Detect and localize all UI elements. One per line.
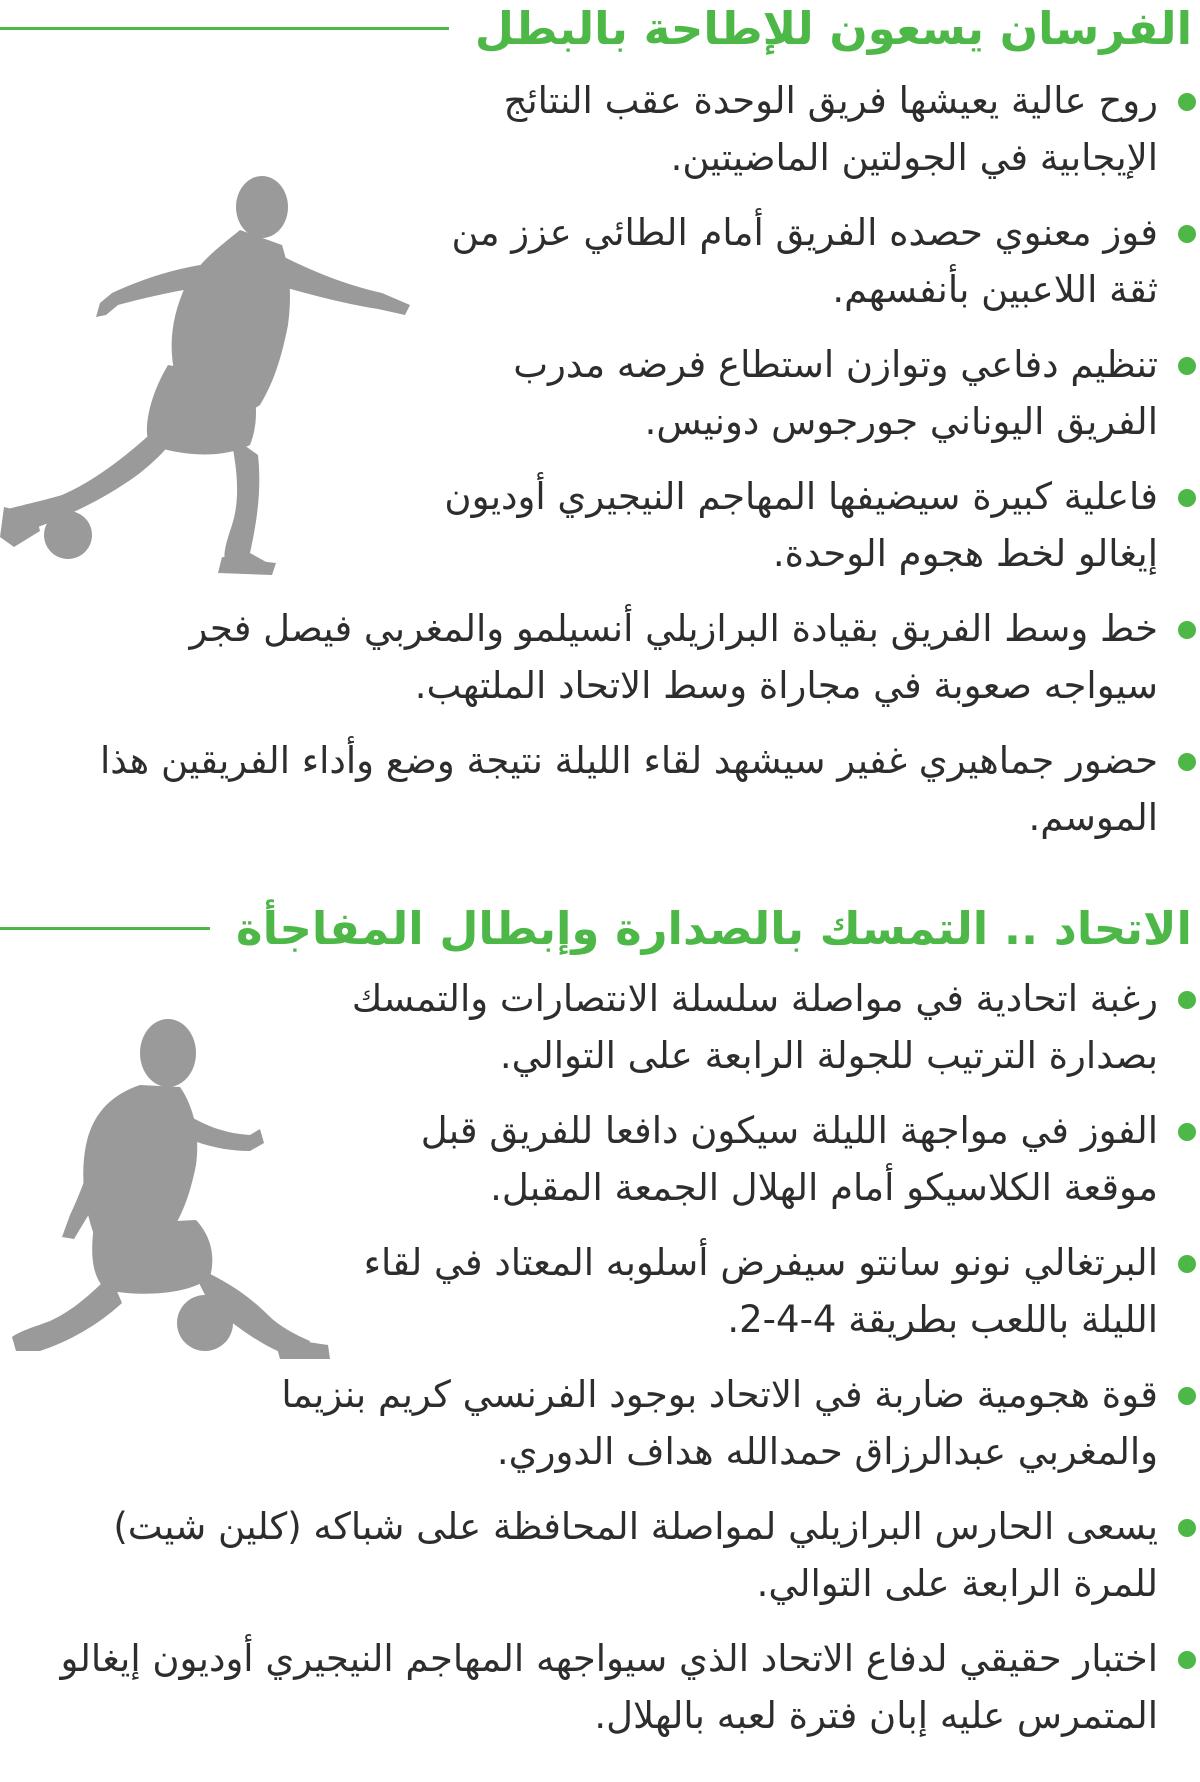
list-item-text: الفوز في مواجهة الليلة سيكون دافعا للفريق قبل موقعة الكلاسيكو أمام الهلال الجمعة المقبل.: [420, 1109, 1158, 1209]
list-item-text: حضور جماهيري غفير سيشهد لقاء الليلة نتيجة وضع وأداء الفريقين هذا الموسم.: [99, 739, 1158, 839]
bullet-point-icon: [1178, 753, 1196, 771]
bullet-point-icon: [1178, 489, 1196, 507]
list-item-text: روح عالية يعيشها فريق الوحدة عقب النتائج الإيجابية في الجولتين الماضيتين.: [503, 79, 1158, 179]
bullet-point-icon: [1178, 1651, 1196, 1669]
section-header-alwahda: [0, 2, 1200, 55]
list-item-text: اختبار حقيقي لدفاع الاتحاد الذي سيواجهه المهاجم النيجيري أوديون إيغالو المتمرس عليه إبان فترة لعبه بالهلال.: [60, 1637, 1158, 1737]
list-item-text: البرتغالي نونو سانتو سيفرض أسلوبه المعتاد في لقاء الليلة باللعب بطريقة 4-4-2.: [363, 1241, 1158, 1341]
list-item: [10, 204, 1200, 318]
list-item: [10, 1234, 1200, 1348]
list-item-text: فاعلية كبيرة سيضيفها المهاجم النيجيري أوديون إيغالو لخط هجوم الوحدة.: [444, 475, 1158, 575]
section-alittihad: [0, 890, 1200, 1782]
section-title-alwahda: الفرسان يسعون للإطاحة بالبطل: [474, 2, 1192, 55]
bullet-point-icon: [1178, 225, 1196, 243]
list-item: [10, 1102, 1200, 1216]
section-title-alittihad: الاتحاد .. التمسك بالصدارة وإبطال المفاجأة: [236, 902, 1192, 955]
bullet-point-icon: [1178, 1255, 1196, 1273]
list-item-text: رغبة اتحادية في مواصلة سلسلة الانتصارات والتمسك بصدارة الترتيب للجولة الرابعة على التوالي.: [351, 977, 1158, 1077]
list-item: [10, 600, 1200, 714]
section-header-alittihad: [0, 902, 1200, 955]
bullet-point-icon: [1178, 1387, 1196, 1405]
bullet-point-icon: [1178, 991, 1196, 1009]
list-item-text: خط وسط الفريق بقيادة البرازيلي أنسيلمو والمغربي فيصل فجر سيواجه صعوبة في مجاراة وسط الاتحاد الملتهب.: [189, 607, 1158, 707]
list-item: [10, 1630, 1200, 1744]
bullet-list-alwahda: [10, 72, 1200, 846]
list-item-text: فوز معنوي حصده الفريق أمام الطائي عزز من ثقة اللاعبين بأنفسهم.: [451, 211, 1158, 311]
section-alwahda: [0, 0, 1200, 890]
list-item: [14, 72, 1200, 186]
list-item-text: يسعى الحارس البرازيلي لمواصلة المحافظة على شباكه (كلين شيت) للمرة الرابعة على التوالي.: [113, 1505, 1158, 1605]
bullet-point-icon: [1178, 1519, 1196, 1537]
bullet-point-icon: [1178, 357, 1196, 375]
list-item: [10, 970, 1200, 1084]
list-item: [10, 468, 1200, 582]
list-item-text: تنظيم دفاعي وتوازن استطاع فرضه مدرب الفريق اليوناني جورجوس دونيس.: [513, 343, 1158, 443]
list-item: [10, 336, 1200, 450]
bullet-point-icon: [1178, 93, 1196, 111]
list-item: [10, 1498, 1200, 1612]
bullet-point-icon: [1178, 1123, 1196, 1141]
bullet-list-alittihad: [10, 970, 1200, 1744]
section-divider: [0, 27, 449, 30]
list-item-text: قوة هجومية ضاربة في الاتحاد بوجود الفرنسي كريم بنزيما والمغربي عبدالرزاق حمدالله هداف الدوري.: [281, 1373, 1158, 1473]
section-divider: [0, 927, 210, 930]
list-item: [10, 732, 1200, 846]
bullet-point-icon: [1178, 621, 1196, 639]
list-item: [10, 1366, 1200, 1480]
